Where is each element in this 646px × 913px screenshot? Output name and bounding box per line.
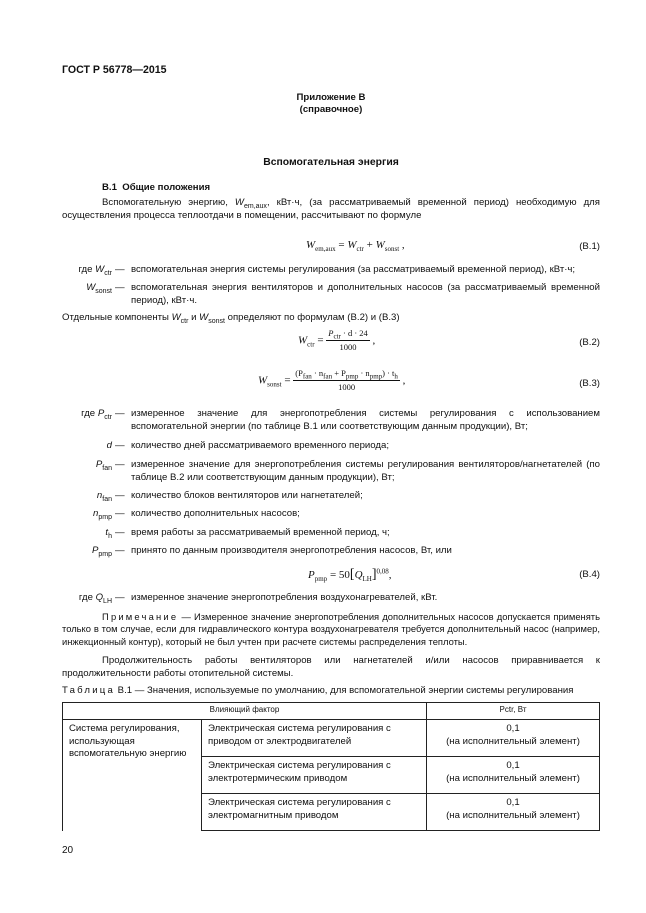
p2-sym1-sub: ctr <box>180 317 189 325</box>
p2-text-a: Отдельные компоненты <box>62 312 172 323</box>
definition-text: измеренное значение для энергопотребления системы регулирования с использованием вспомогательной энергии (по таблице В.1 или соответствующим данным продукции), Вт; <box>131 408 600 432</box>
p2-sym2: W <box>199 312 209 323</box>
definition-text: вспомогательная энергия системы регулирования (за рассматриваемый временной период), кВт·ч; <box>131 264 576 275</box>
definition-d <box>62 440 600 454</box>
table-value-unit: (на исполнительный элемент) <box>446 735 580 747</box>
definition-sub: LH <box>103 597 112 605</box>
table-header-pctr: Pctr, Вт <box>427 703 600 720</box>
equation-b4-number: (В.4) <box>579 569 600 580</box>
eq3-n4: · n <box>358 368 370 378</box>
eq3-n4-sub: pmp <box>369 372 383 381</box>
document-code: ГОСТ Р 56778—2015 <box>62 64 167 76</box>
eq1-comma: , <box>399 239 405 251</box>
equation-b2-number: (В.2) <box>579 337 600 348</box>
eq2-num-a-sub: ctr <box>333 332 341 341</box>
definition-sub: pmp <box>98 550 112 558</box>
section-title: Вспомогательная энергия <box>263 157 399 168</box>
definition-symbol <box>62 490 112 503</box>
table-group-cell: Система регулирования, использующая вспомогательную энергию <box>63 720 202 831</box>
eq3-n3: + P <box>332 368 346 378</box>
definition-qlh <box>62 592 600 606</box>
note-label: Примечание <box>102 611 179 622</box>
definition-symbol <box>62 527 112 540</box>
table-header-factor: Влияющий фактор <box>63 703 427 720</box>
p2-sym2-sub: sonst <box>208 317 225 325</box>
eq3-n2: · n <box>311 368 324 378</box>
definition-sub: sonst <box>95 287 112 295</box>
definition-dash: — <box>115 408 125 419</box>
definition-th <box>62 527 600 541</box>
eq2-num-b: · d · 24 <box>340 328 368 338</box>
paragraph-duration: Продолжительность работы вентиляторов или нагнетателей и/или насосов приравнивается к продолжительности работы отопительной системы. <box>62 655 600 679</box>
definition-text: вспомогательная энергия вентиляторов и дополнительных насосов (за рассматриваемый временной период), кВт·ч. <box>131 282 600 306</box>
table-value-unit: (на исполнительный элемент) <box>446 809 580 821</box>
definition-sym: t <box>105 527 109 538</box>
eq2-denominator: 1000 <box>339 342 357 353</box>
definition-pctr <box>62 408 600 436</box>
eq2-num-a: P <box>328 328 334 338</box>
definition-dash: — <box>115 508 125 519</box>
eq2-numerator <box>326 328 370 341</box>
definition-symbol <box>62 545 112 558</box>
definition-text: измеренное значение энергопотребления воздухонагревателей, кВт. <box>131 592 438 603</box>
eq3-n5-sub: h <box>394 372 398 381</box>
table-type-cell: Электрическая система регулирования с приводом от электродвигателей <box>202 720 427 757</box>
eq3-lhs-sub: sonst <box>267 380 282 389</box>
definition-sym: P <box>95 459 103 470</box>
eq1-equals: = <box>335 239 348 251</box>
eq4-equals: = 50 <box>327 569 350 581</box>
eq1-lhs: W <box>306 239 316 251</box>
definition-dash: — <box>115 490 125 501</box>
paragraph-aux-energy <box>62 197 600 222</box>
p1-text-b: , кВт·ч, (за рассматриваемый временной период) необходимую для осуществления процесса теплоотдачи в помещении, рассчитывают по формуле <box>62 197 600 221</box>
definition-dash: — <box>115 527 125 538</box>
eq4-close-bracket: ] <box>371 567 377 582</box>
page-number: 20 <box>62 845 74 856</box>
definition-sym: W <box>95 264 105 275</box>
p1-text-a: Вспомогательную энергию, <box>102 197 235 208</box>
eq3-fraction <box>293 368 400 393</box>
equation-b3 <box>258 368 405 393</box>
definition-dash: — <box>115 282 125 293</box>
definition-sub: fan <box>102 464 112 472</box>
eq4-exponent: 0,08 <box>376 567 389 576</box>
table-value-cell <box>427 720 600 757</box>
definition-symbol <box>62 508 112 521</box>
eq1-plus: + <box>363 239 376 251</box>
definition-ppmp <box>62 545 600 559</box>
definition-wsonst <box>62 282 600 310</box>
definition-prefix: где <box>78 592 96 603</box>
definition-text: измеренное значение для энергопотребления системы регулирования вентиляторов/нагнетателей (по таблице В.2 или соответствующим данным продукции), Вт; <box>131 459 600 483</box>
eq4-q-sub: LH <box>362 575 372 584</box>
eq2-lhs-sub: ctr <box>307 340 315 349</box>
note-text: — Измеренное значение энергопотребления дополнительных насосов допускается применять только в том случае, если для гидравлического контура воздухонагревателя требуется дополнительный насос (например, инжекционный контур), который не был учтен при расчете системы распределения теплоты. <box>62 611 600 647</box>
eq4-comma: , <box>388 569 392 581</box>
eq3-n1: (P <box>295 368 303 378</box>
definition-symbol <box>62 459 112 472</box>
definition-text: время работы за рассматриваемый временной период, ч; <box>131 527 390 538</box>
definition-sym: P <box>97 408 105 419</box>
definition-sym: n <box>93 508 99 519</box>
table-type-cell: Электрическая система регулирования с электротермическим приводом <box>202 757 427 794</box>
definition-text: количество дней рассматриваемого временного периода; <box>131 440 389 451</box>
definition-pfan <box>62 459 600 487</box>
eq3-lhs: W <box>258 374 268 387</box>
subsection-number: В.1 <box>102 182 117 193</box>
eq4-lhs: P <box>308 569 315 581</box>
eq1-term1-sub: ctr <box>356 245 364 254</box>
eq3-numerator <box>293 368 400 381</box>
eq2-equals: = <box>314 334 327 347</box>
definition-dash: — <box>115 264 125 275</box>
p2-sym1: W <box>171 312 181 323</box>
table-value-cell <box>427 794 600 831</box>
table-header-row <box>63 703 600 720</box>
definition-wctr <box>62 264 600 278</box>
table-value: 0,1 <box>506 797 520 808</box>
equation-b4 <box>308 566 392 584</box>
p2-and: и <box>188 312 200 323</box>
table-type-cell: Электрическая система регулирования с электромагнитным приводом <box>202 794 427 831</box>
definition-sub: h <box>108 532 112 540</box>
annex-title: Приложение В <box>296 92 366 103</box>
definition-sub: fan <box>102 495 112 503</box>
eq1-term2-sub: sonst <box>384 245 400 254</box>
definition-symbol <box>62 408 112 421</box>
definition-text: количество блоков вентиляторов или нагнетателей; <box>131 490 363 501</box>
eq4-lhs-sub: pmp <box>314 575 328 584</box>
eq1-term2: W <box>375 239 385 251</box>
definition-dash: — <box>115 440 125 451</box>
equation-b1-number: (В.1) <box>579 241 600 252</box>
eq3-n5: ) · t <box>382 368 395 378</box>
table-caption <box>62 685 622 698</box>
definition-sym: P <box>91 545 99 556</box>
definition-sym: n <box>96 490 103 501</box>
paragraph-components <box>62 312 600 325</box>
eq3-equals: = <box>281 374 294 387</box>
eq1-lhs-sub: em,aux <box>315 245 336 254</box>
eq2-comma: , <box>369 334 376 347</box>
eq3-comma: , <box>399 374 406 387</box>
eq3-n3-sub: pmp <box>345 372 359 381</box>
table-value: 0,1 <box>506 723 520 734</box>
eq2-lhs: W <box>298 334 308 347</box>
p1-symbol-sub: em,aux <box>243 202 267 210</box>
definition-sub: ctr <box>104 269 112 277</box>
table-label: Таблица <box>62 685 116 696</box>
table-value-cell <box>427 757 600 794</box>
definition-symbol <box>62 592 112 605</box>
note <box>62 611 600 648</box>
table-b1 <box>62 702 600 831</box>
table-value: 0,1 <box>506 760 520 771</box>
eq4-open-bracket: [ <box>349 567 355 582</box>
definition-text: принято по данным производителя энергопотребления насосов, Вт, или <box>131 545 452 556</box>
eq2-fraction <box>326 328 370 353</box>
definition-prefix: где <box>78 264 96 275</box>
definition-npmp <box>62 508 600 522</box>
definition-nfan <box>62 490 600 504</box>
eq3-n2-sub: fan <box>323 372 333 381</box>
eq3-denominator: 1000 <box>338 382 356 393</box>
definition-symbol <box>62 440 112 453</box>
definition-dash: — <box>115 545 125 556</box>
table-row <box>63 720 600 757</box>
subsection-title: Общие положения <box>122 182 211 193</box>
annex-subtitle: (справочное) <box>299 104 363 115</box>
definition-dash: — <box>115 592 125 603</box>
subsection-heading <box>102 182 210 195</box>
definition-sub: pmp <box>98 513 112 521</box>
definition-sym: d <box>106 440 112 451</box>
table-caption-text: В.1 — Значения, используемые по умолчанию, для вспомогательной энергии системы регулирования <box>115 685 574 696</box>
definition-symbol <box>62 282 112 295</box>
equation-b2 <box>298 328 375 353</box>
eq3-n1-sub: fan <box>302 372 312 381</box>
equation-b3-number: (В.3) <box>579 378 600 389</box>
p2-text-b: определяют по формулам (В.2) и (В.3) <box>224 312 400 323</box>
definition-dash: — <box>115 459 125 470</box>
definition-sub: ctr <box>104 413 112 421</box>
definition-sym: W <box>86 282 96 293</box>
definition-symbol <box>62 264 112 277</box>
table-value-unit: (на исполнительный элемент) <box>446 772 580 784</box>
equation-b1 <box>306 238 405 253</box>
eq1-term1: W <box>347 239 357 251</box>
definition-text: количество дополнительных насосов; <box>131 508 300 519</box>
p1-symbol: W <box>234 197 244 208</box>
eq4-q: Q <box>354 569 363 581</box>
definition-sym: Q <box>95 592 104 603</box>
definition-prefix: где <box>81 408 98 419</box>
